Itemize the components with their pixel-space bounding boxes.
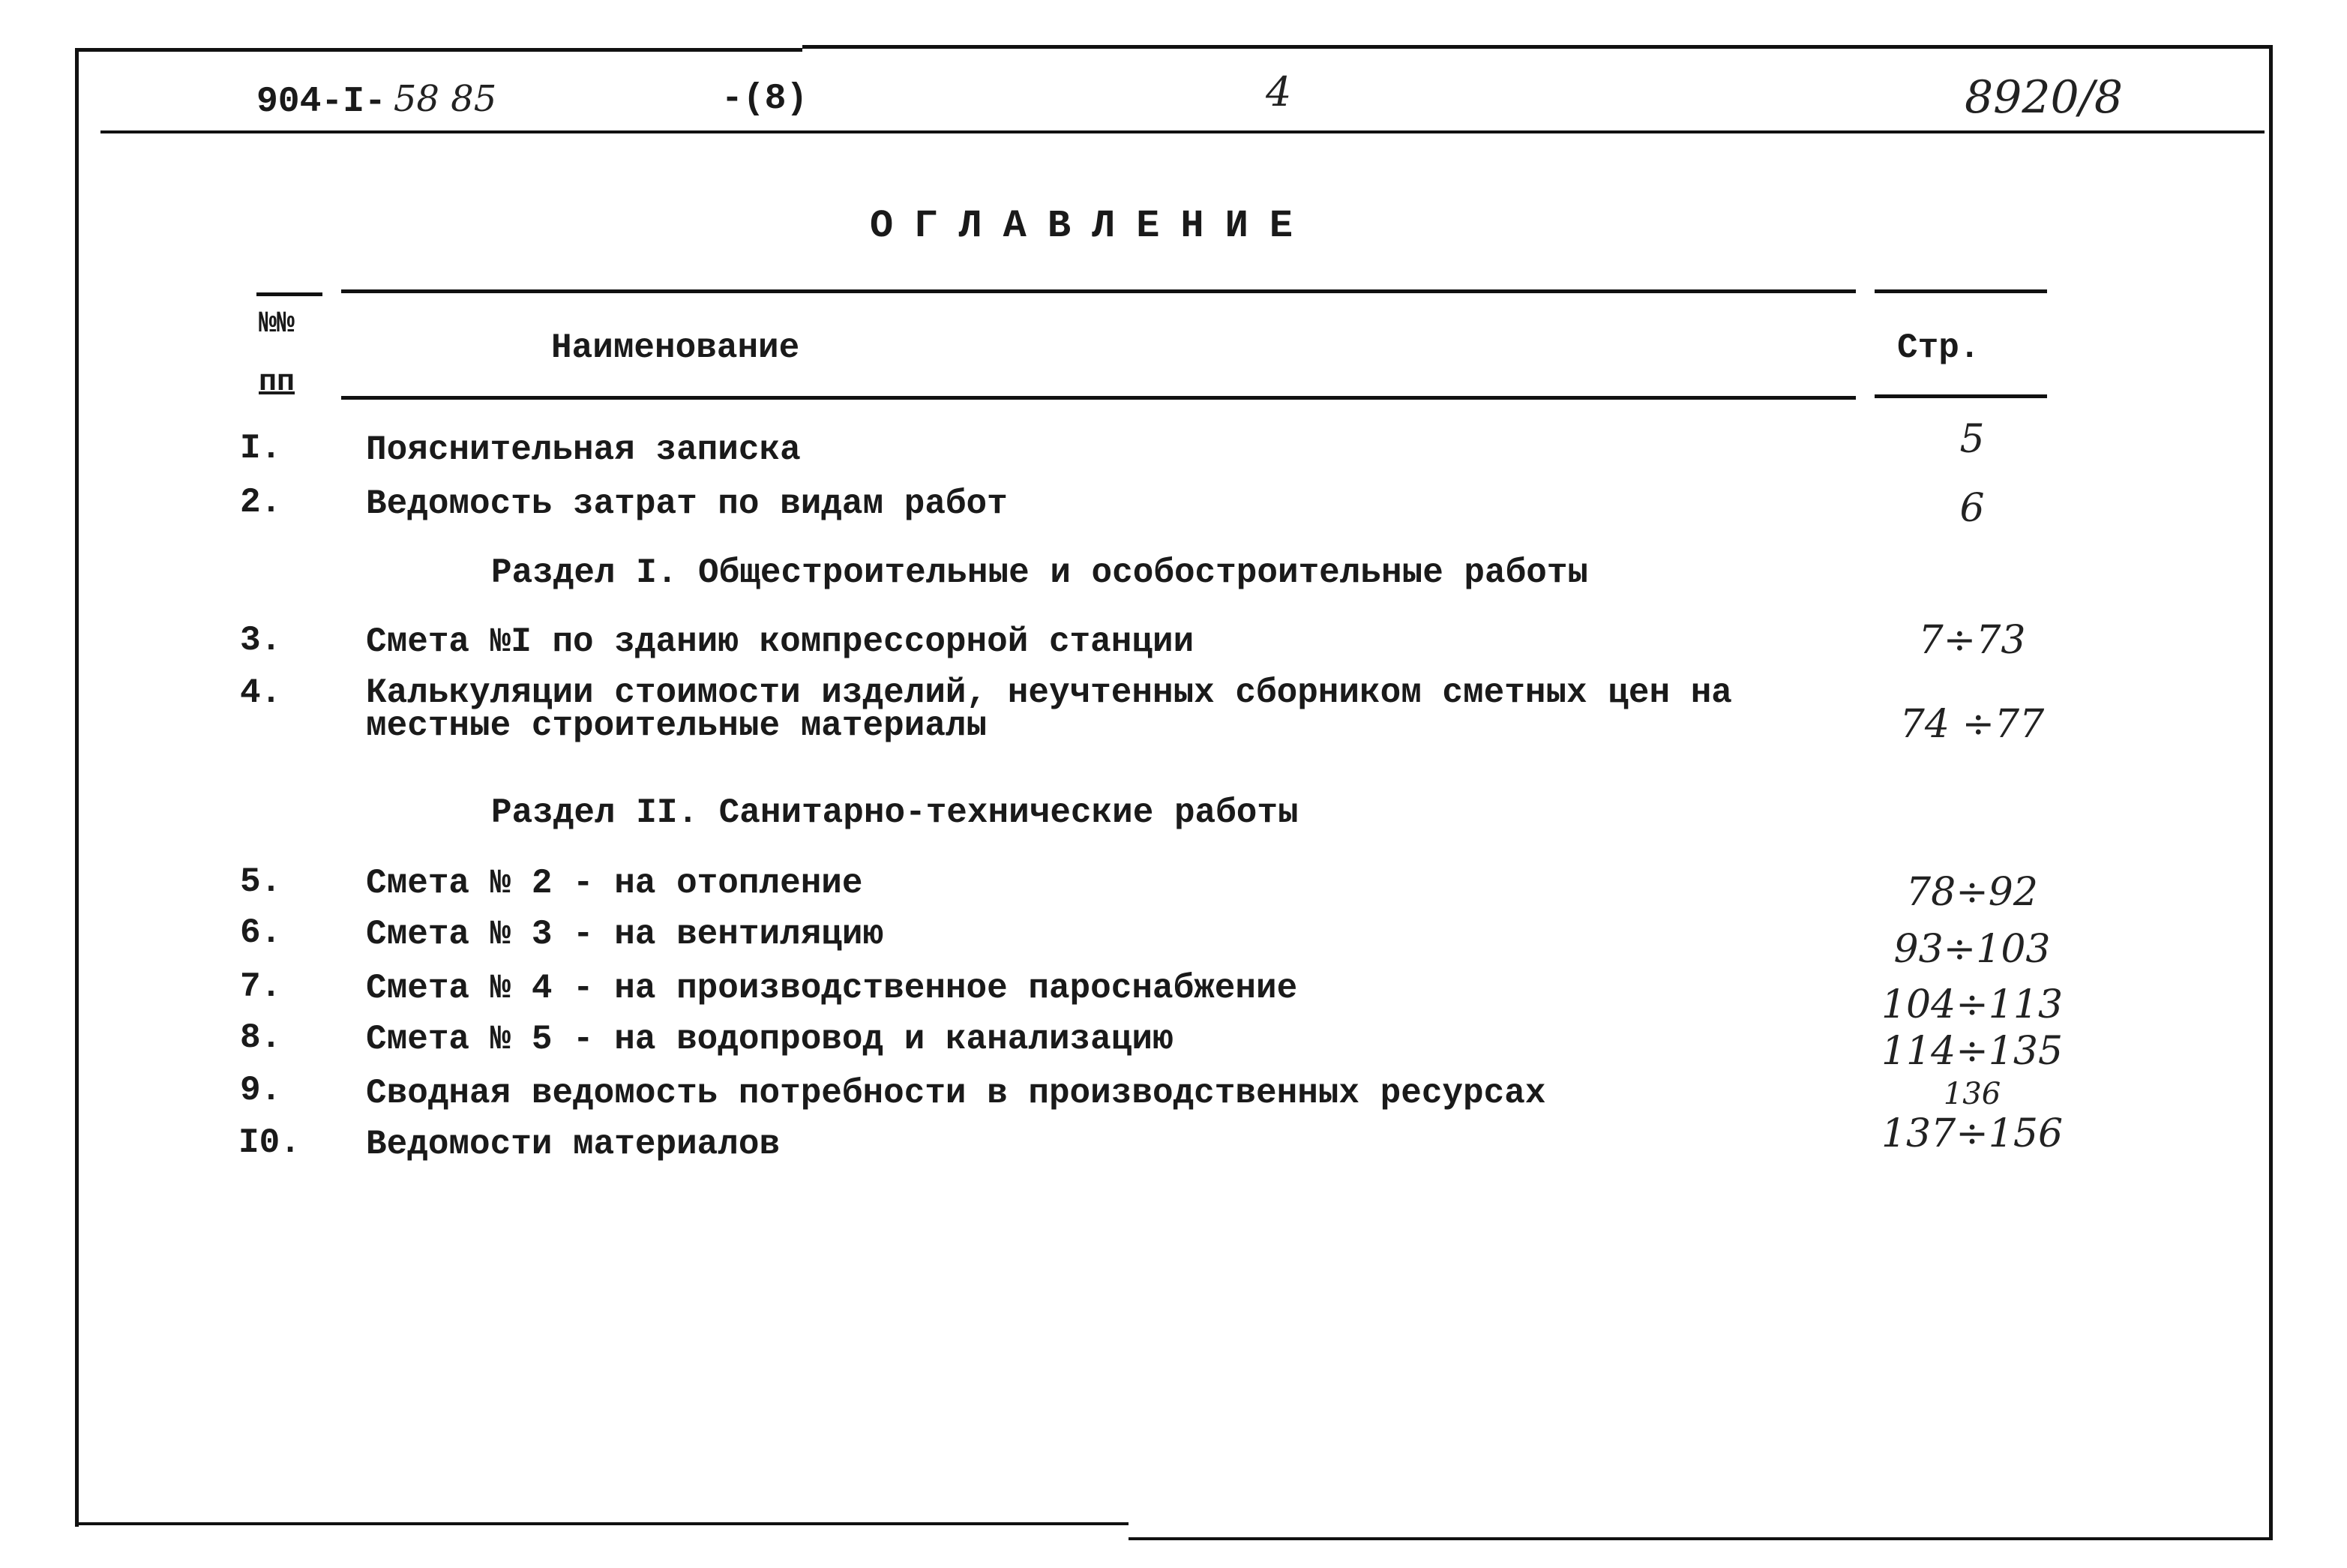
document-part: -(8) xyxy=(721,79,808,119)
table-top-rule-name xyxy=(341,289,1856,293)
row-page: 114÷135 xyxy=(1881,1029,2064,1074)
section-heading: Раздел I. Общестроительные и особостроительные работы xyxy=(491,553,1589,592)
row-page: 7÷73 xyxy=(1918,618,2026,663)
frame-top-left xyxy=(75,48,802,52)
document-code xyxy=(256,78,497,122)
row-page: 74 ÷77 xyxy=(1899,702,2045,747)
row-number: 6. xyxy=(240,913,282,952)
row-number: 9. xyxy=(240,1071,282,1110)
row-number: 5. xyxy=(240,862,282,901)
table-top-rule-num xyxy=(256,292,322,296)
column-header-name: Наименование xyxy=(551,328,800,367)
column-header-number-top: №№ xyxy=(259,307,295,341)
row-title: Смета № 2 - на отопление xyxy=(366,864,863,903)
page-title: ОГЛАВЛЕНИЕ xyxy=(870,204,1314,248)
document-code-prefix: 904-I- xyxy=(256,82,386,122)
row-title: Сводная ведомость потребности в производственных ресурсах xyxy=(366,1074,1546,1113)
section-heading: Раздел II. Санитарно-технические работы xyxy=(491,793,1299,832)
row-number: 8. xyxy=(240,1018,282,1057)
frame-right xyxy=(2269,45,2273,1540)
row-page: 5 xyxy=(1959,417,1985,462)
column-header-page: Стр. xyxy=(1897,328,1980,367)
header-rule xyxy=(100,130,2265,133)
row-page: 137÷156 xyxy=(1881,1111,2064,1156)
frame-bottom-right xyxy=(1129,1537,2273,1540)
table-head-rule-page xyxy=(1875,394,2047,398)
row-title: Пояснительная записка xyxy=(366,430,801,469)
frame-left xyxy=(75,48,79,1527)
frame-top-right xyxy=(802,45,2272,49)
row-page: 6 xyxy=(1959,486,1985,531)
row-number: 3. xyxy=(240,621,282,660)
row-title: Смета № 3 - на вентиляцию xyxy=(366,915,884,954)
row-title: Смета № 4 - на производственное пароснабжение xyxy=(366,969,1298,1008)
sheet-mark: 4 xyxy=(1266,68,1292,115)
row-title: Смета №I по зданию компрессорной станции xyxy=(366,622,1194,661)
row-title: Калькуляции стоимости изделий, неучтенных сборником сметных цен на местные строительные материалы xyxy=(366,673,1732,745)
table-head-rule-name xyxy=(341,396,1856,400)
inventory-number: 8920/8 xyxy=(1965,71,2124,124)
frame-bottom-left xyxy=(79,1522,1129,1525)
row-number: I0. xyxy=(238,1123,301,1162)
row-title: Ведомость затрат по видам работ xyxy=(366,484,1008,523)
document-code-number: 58 85 xyxy=(393,78,497,120)
column-header-number-bottom: пп xyxy=(259,366,295,400)
table-top-rule-page xyxy=(1875,289,2047,293)
row-page: 78÷92 xyxy=(1906,870,2038,915)
row-page: 136 xyxy=(1943,1077,2001,1111)
row-number: 7. xyxy=(240,967,282,1006)
row-number: 4. xyxy=(240,673,282,712)
row-number: 2. xyxy=(240,483,282,522)
row-title: Смета № 5 - на водопровод и канализацию xyxy=(366,1020,1174,1059)
row-title: Ведомости материалов xyxy=(366,1125,781,1164)
row-page: 104÷113 xyxy=(1881,982,2064,1027)
row-number: I. xyxy=(240,429,282,468)
row-page: 93÷103 xyxy=(1893,927,2051,972)
